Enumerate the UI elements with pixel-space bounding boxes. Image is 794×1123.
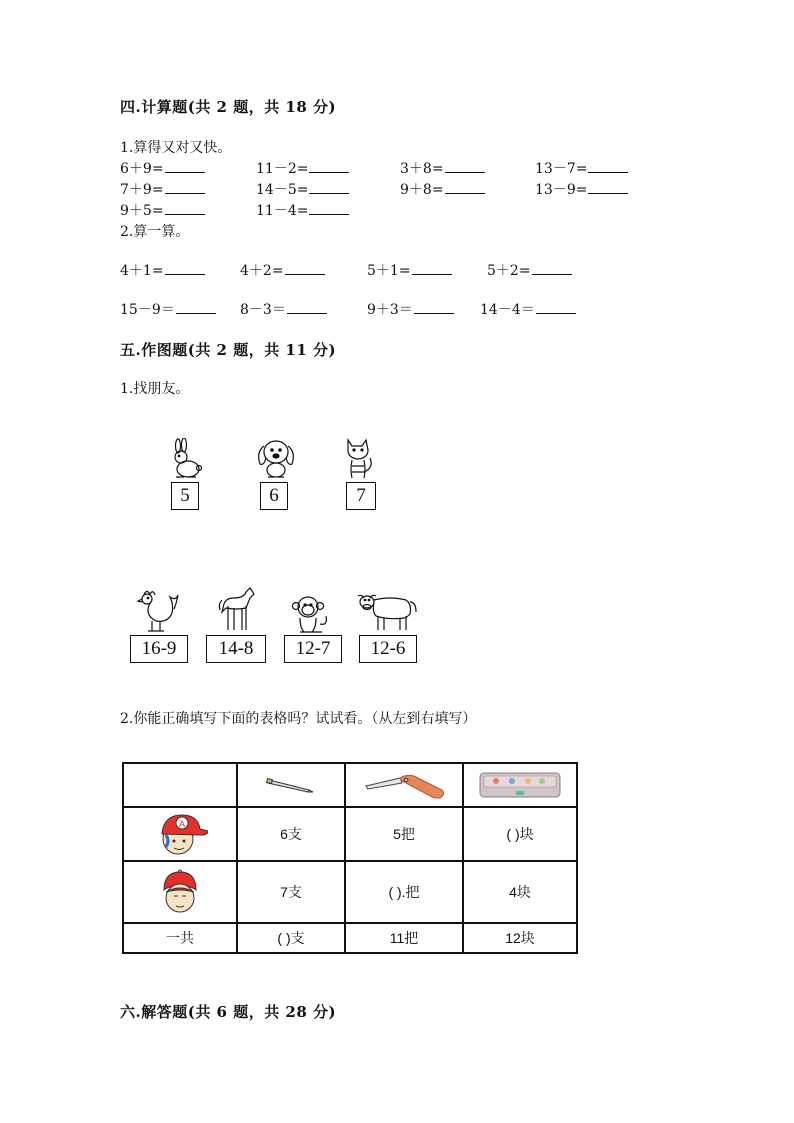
table-row <box>123 807 577 861</box>
calc-item: 13－7= <box>535 158 628 178</box>
answer-blank[interactable] <box>165 158 205 173</box>
calc-item: 8－3＝ <box>240 299 327 319</box>
calc-item: 11－4= <box>256 200 349 220</box>
calc-item: 7＋9= <box>120 179 205 199</box>
table-cell[interactable]: ( )支 <box>237 923 345 953</box>
table-cell: 11把 <box>345 923 463 953</box>
number-box[interactable]: 6 <box>260 482 288 510</box>
pencil-case-icon <box>464 769 576 801</box>
table-header-cell <box>463 763 577 807</box>
calc-item: 4＋2= <box>240 260 325 280</box>
calc-item: 9＋8= <box>400 179 485 199</box>
answer-blank[interactable] <box>165 179 205 194</box>
table-header-row <box>123 763 577 807</box>
calc-item: 5＋2= <box>487 260 572 280</box>
number-box[interactable]: 5 <box>171 482 199 510</box>
pencil-icon <box>238 775 344 795</box>
answer-blank[interactable] <box>176 299 216 314</box>
answer-blank[interactable] <box>285 260 325 275</box>
section-4-title: 四.计算题(共 2 题，共 18 分) <box>120 98 337 116</box>
answer-blank[interactable] <box>445 158 485 173</box>
table-cell: 12块 <box>463 923 577 953</box>
table-cell[interactable]: ( ).把 <box>345 861 463 923</box>
answer-blank[interactable] <box>287 299 327 314</box>
expression-box[interactable]: 12-7 <box>284 635 342 663</box>
rooster-icon <box>134 588 184 634</box>
calc-item: 9＋5= <box>120 200 205 220</box>
expression-box[interactable]: 16-9 <box>130 635 188 663</box>
monkey-icon <box>290 594 330 634</box>
svg-text:A: A <box>179 819 186 829</box>
calc-item: 4＋1= <box>120 260 205 280</box>
table-row-icon-cell <box>123 807 237 861</box>
table-cell: 5把 <box>345 807 463 861</box>
calc-item: 5＋1= <box>367 260 452 280</box>
answer-blank[interactable] <box>309 179 349 194</box>
answer-blank[interactable] <box>588 158 628 173</box>
section-6-title: 六.解答题(共 6 题，共 28 分) <box>120 1003 337 1021</box>
q2-prompt: 2.算一算。 <box>120 224 190 240</box>
table-total-row <box>123 923 577 953</box>
table-header-cell <box>345 763 463 807</box>
calc-item: 11－2= <box>256 158 349 178</box>
expression-box[interactable]: 14-8 <box>206 635 266 663</box>
q1-prompt: 1.算得又对又快。 <box>120 140 232 156</box>
calc-item: 9＋3＝ <box>367 299 454 319</box>
pocket-knife-icon <box>346 770 462 800</box>
answer-blank[interactable] <box>309 200 349 215</box>
table-cell[interactable]: ( )块 <box>463 807 577 861</box>
answer-blank[interactable] <box>414 299 454 314</box>
number-box[interactable]: 7 <box>346 482 376 510</box>
boy-with-cap-icon <box>124 811 236 857</box>
answer-blank[interactable] <box>445 179 485 194</box>
expression-box[interactable]: 12-6 <box>359 635 417 663</box>
answer-blank[interactable] <box>309 158 349 173</box>
answer-blank[interactable] <box>588 179 628 194</box>
answer-blank[interactable] <box>165 200 205 215</box>
table-cell: 4块 <box>463 861 577 923</box>
fill-table <box>122 762 578 954</box>
table-cell: 6支 <box>237 807 345 861</box>
rabbit-icon <box>166 438 206 480</box>
puppy-icon <box>254 436 298 480</box>
table-row-icon-cell <box>123 861 237 923</box>
find-friends-prompt: 1.找朋友。 <box>120 381 190 397</box>
section-5-title: 五.作图题(共 2 题，共 11 分) <box>120 341 337 359</box>
horse-icon <box>216 586 260 634</box>
table-corner-cell <box>123 763 237 807</box>
table-header-cell <box>237 763 345 807</box>
answer-blank[interactable] <box>536 299 576 314</box>
boy-red-hair-icon <box>124 868 236 916</box>
calc-item: 15－9＝ <box>120 299 216 319</box>
calc-item: 6＋9= <box>120 158 205 178</box>
calc-item: 14－4＝ <box>480 299 576 319</box>
cow-icon <box>356 590 418 634</box>
calc-item: 3＋8= <box>400 158 485 178</box>
table-prompt: 2.你能正确填写下面的表格吗？试试看。（从左到右填写） <box>120 711 477 727</box>
answer-blank[interactable] <box>412 260 452 275</box>
table-row <box>123 861 577 923</box>
answer-blank[interactable] <box>165 260 205 275</box>
calc-item: 13－9= <box>535 179 628 199</box>
cat-icon <box>338 436 378 480</box>
calc-item: 14－5= <box>256 179 349 199</box>
answer-blank[interactable] <box>532 260 572 275</box>
table-total-label: 一共 <box>123 923 237 953</box>
table-cell: 7支 <box>237 861 345 923</box>
